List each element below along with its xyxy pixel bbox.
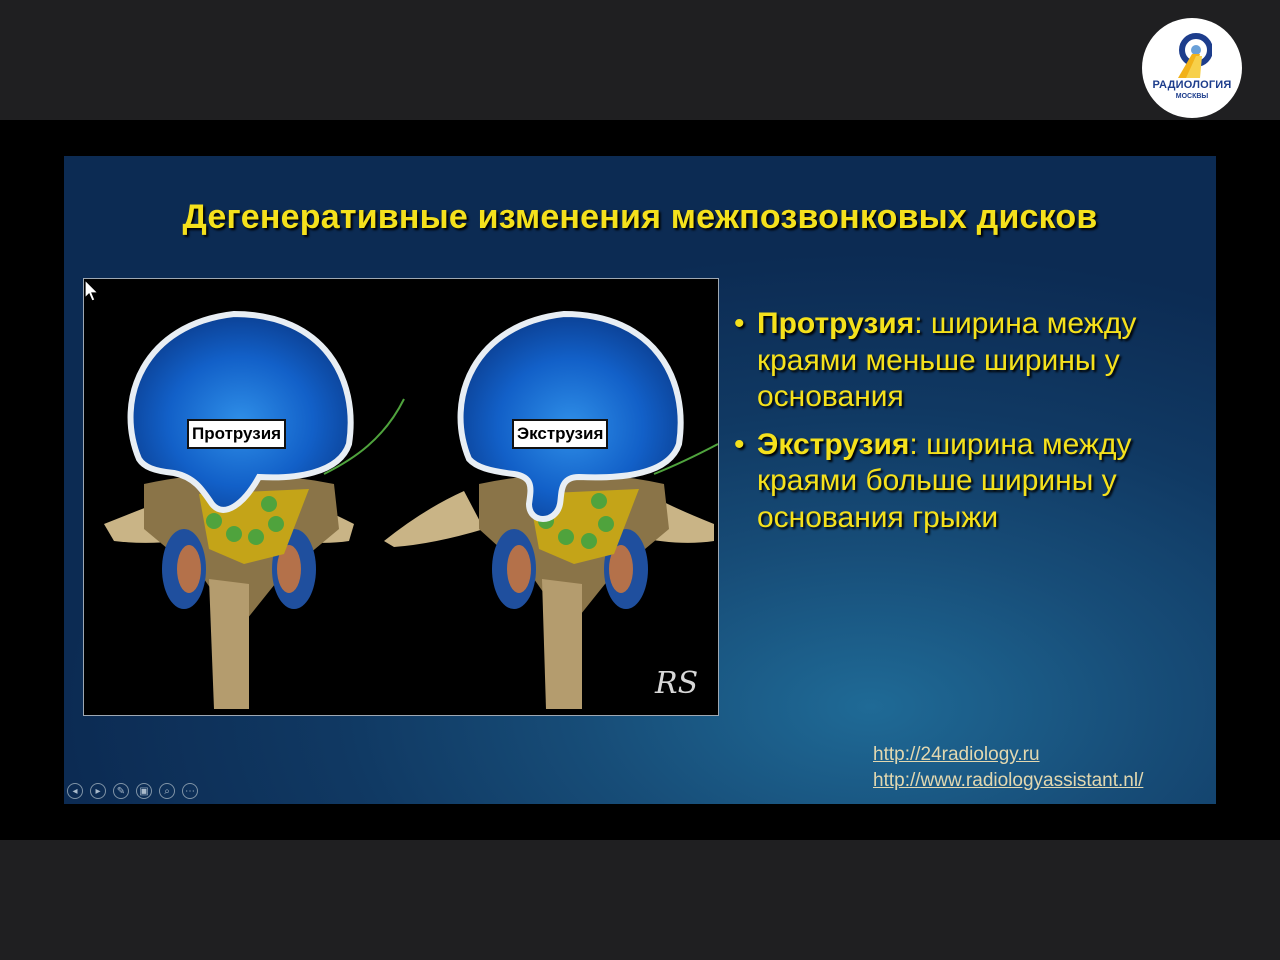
protrusion-label: Протрузия [187,419,286,449]
zoom-icon[interactable]: ⌕ [159,783,175,799]
logo-emblem-icon [1172,32,1212,78]
previous-icon[interactable]: ◂ [67,783,83,799]
bullet-text: : ширина между краями меньше ширины у основания [757,307,1137,413]
disc-diagram [84,279,718,715]
bullet-term: Экструзия [757,427,910,461]
presentation-slide [64,156,1216,804]
bullet-list [734,306,1204,547]
logo-text-line2: МОСКВЫ [1175,93,1209,100]
bullet-protrusion [734,306,1204,416]
link-radiologyassistant[interactable]: http://www.radiologyassistant.nl/ [873,770,1144,791]
bullet-term: Протрузия [757,307,915,340]
top-bar [0,0,1280,120]
left-vertebra [104,314,404,709]
mouse-cursor-icon [84,279,100,303]
reference-links [873,742,1143,794]
disc-illustration [83,278,719,716]
more-icon[interactable]: ⋯ [182,783,198,799]
extrusion-label: Экструзия [512,419,608,449]
pen-icon[interactable]: ✎ [113,783,129,799]
slides-icon[interactable]: ▣ [136,783,152,799]
logo-text-line1: РАДИОЛОГИЯ [1152,79,1232,91]
bullet-text: : ширина между краями больше ширины у основания грыжи [757,427,1132,534]
illustration-signature: RS [655,666,699,701]
radiology-moscow-logo [1142,18,1242,118]
slide-title: Дегенеративные изменения межпозвонковых дисков [182,198,1098,236]
bullet-extrusion [734,427,1204,537]
bullet-dot-icon: • [734,307,745,340]
bullet-dot-icon: • [734,427,745,461]
right-vertebra [384,314,718,709]
bottom-bar [0,840,1280,960]
next-icon[interactable]: ▸ [90,783,106,799]
link-24radiology[interactable]: http://24radiology.ru [873,744,1040,765]
